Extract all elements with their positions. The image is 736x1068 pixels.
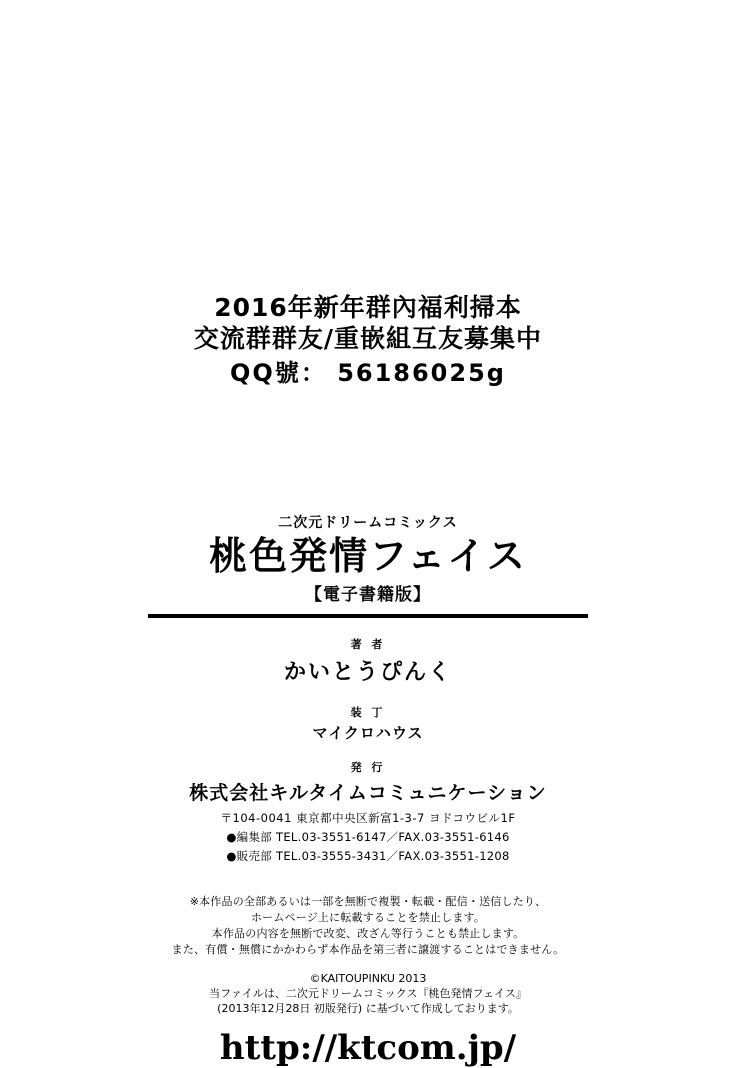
publisher-credit <box>0 759 736 864</box>
horizontal-rule <box>148 614 588 618</box>
promo-line-1: 2016年新年群內福利掃本 <box>214 293 522 322</box>
publisher-tel-sales: ●販売部 TEL.03-3555-3431／FAX.03-3551-1208 <box>226 849 510 863</box>
promo-qq-line: QQ號： 56186025g <box>230 359 506 387</box>
promo-line-2: 交流群群友/重嵌組互友募集中 <box>193 324 543 353</box>
copyright-line: 当ファイルは、二次元ドリームコミックス『桃色発情フェイス』 <box>209 987 527 1000</box>
author-role-label: 著 者 <box>350 638 386 651</box>
legal-notices <box>0 894 736 958</box>
legal-notice-line: ホームページ上に転載することを禁止します。 <box>250 911 486 924</box>
publisher-tel-editorial: ●編集部 TEL.03-3551-6147／FAX.03-3551-6146 <box>226 830 510 844</box>
design-credit <box>0 704 736 743</box>
author-credit <box>0 636 736 686</box>
design-role-label: 装 丁 <box>350 706 386 719</box>
book-title: 桃色発情フェイス <box>209 534 527 578</box>
series-label: 二次元ドリームコミックス <box>278 515 458 531</box>
legal-notice-line: また、有償・無償にかかわらず本作品を第三者に譲渡することはできません。 <box>171 943 565 956</box>
copyright-block <box>0 971 736 1016</box>
copyright-line: ©KAITOUPINKU 2013 <box>309 972 427 985</box>
publisher-url[interactable]: http://ktcom.jp/ <box>219 1028 517 1068</box>
edition-label: 【電子書籍版】 <box>305 585 431 605</box>
publisher-name: 株式会社キルタイムコミュニケーション <box>189 782 547 804</box>
colophon-block <box>0 512 736 1068</box>
copyright-line: (2013年12月28日 初版発行) に基づいて作成しております。 <box>217 1002 519 1015</box>
legal-notice-line: ※本作品の全部あるいは一部を無断で複製・転載・配信・送信したり、 <box>189 895 547 908</box>
legal-notice-line: 本作品の内容を無断で改変、改ざん等行うことも禁止します。 <box>211 927 525 940</box>
publisher-address: 〒104-0041 東京都中央区新富1-3-7 ヨドコウビル1F <box>220 811 516 825</box>
publisher-role-label: 発 行 <box>350 761 386 774</box>
design-name: マイクロハウス <box>312 724 424 742</box>
promo-block <box>0 292 736 389</box>
author-name: かいとうぴんく <box>283 660 452 685</box>
